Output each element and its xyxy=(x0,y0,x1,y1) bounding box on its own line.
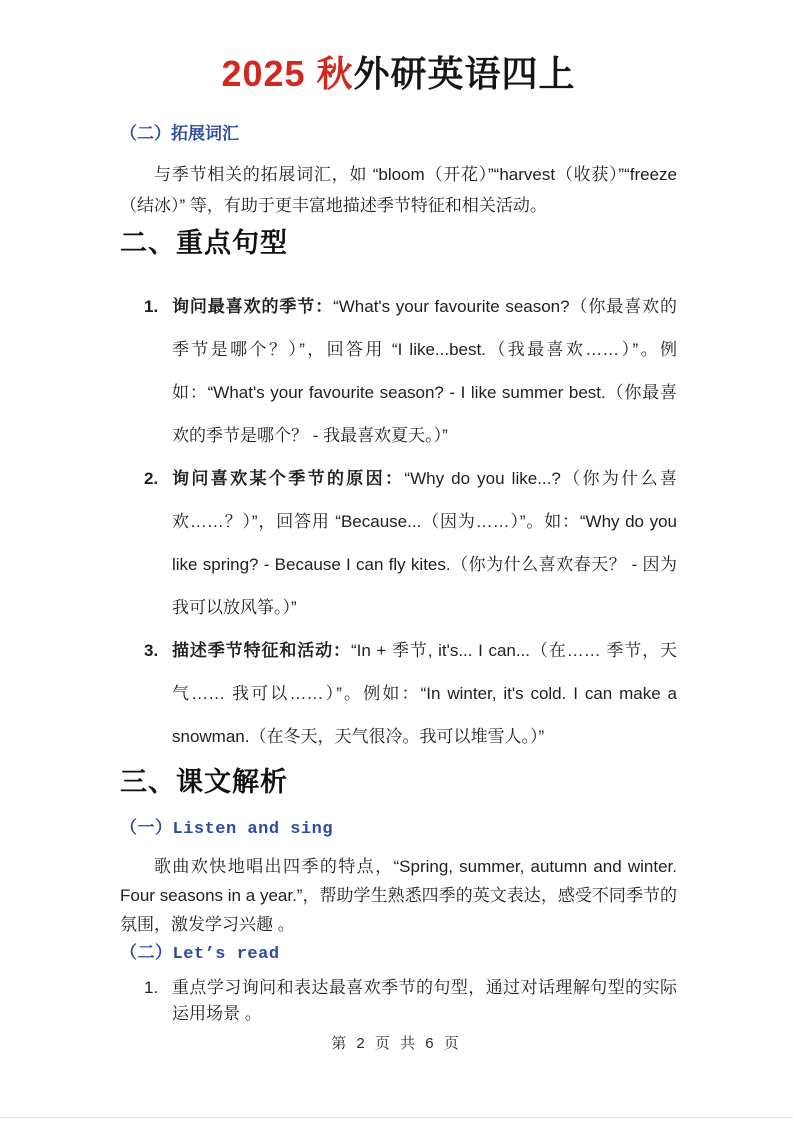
list-item-text: “What's your favourite season?（你最喜欢的季节是哪个？）”，回答用 “I like...best.（我最喜欢……）”。例如：“What's your favourite season? - I like summer best.（你最喜欢的季节是哪个？ - 我最喜欢夏天。）” xyxy=(172,297,677,445)
section-text-analysis-heading: 三、课文解析 xyxy=(120,767,288,797)
list-item-lead: 询问最喜欢的季节： xyxy=(172,297,334,316)
list-item-text: “Why do you like...?（你为什么喜欢……？）”，回答用 “Because...（因为……）”。如：“Why do you like spring? - Because I can fly kites.（你为什么喜欢春天？ - 因为我可以放风筝。）” xyxy=(172,469,678,617)
title-course-name: 外研英语四上 xyxy=(353,53,576,94)
list-item xyxy=(120,975,677,1027)
title-year-term: 2025 秋 xyxy=(221,53,354,94)
list-item-text: “In + 季节, it's... I can...（在…… 季节，天气…… 我可以……）”。例如：“In winter, it's cold. I can make a snowman.（在冬天，天气很冷。我可以堆雪人。）” xyxy=(172,641,678,746)
expanded-vocab-paragraph: 与季节相关的拓展词汇，如 “bloom（开花）”“harvest（收获）”“freeze（结冰）” 等，有助于更丰富地描述季节特征和相关活动。 xyxy=(120,165,677,215)
document-title xyxy=(120,52,677,96)
list-item-lead: 询问喜欢某个季节的原因： xyxy=(172,469,405,488)
list-item xyxy=(120,285,677,457)
key-sentences-list xyxy=(120,285,677,758)
subsection-lets-read-heading: （二）Let’s read xyxy=(120,945,280,964)
page-number: 第 2 页 共 6 页 xyxy=(331,1035,462,1052)
subsection-listen-and-sing-heading: （一）Listen and sing xyxy=(120,820,334,839)
list-item xyxy=(120,457,677,629)
list-item xyxy=(120,629,677,758)
list-item-number: 3. xyxy=(144,641,159,660)
list-item-lead: 描述季节特征和活动： xyxy=(172,641,351,660)
listen-and-sing-paragraph: 歌曲欢快地唱出四季的特点，“Spring, summer, autumn and winter. Four seasons in a year.”，帮助学生熟悉四季的英文表达，感受不同季节的氛围，激发学习兴趣 。 xyxy=(120,857,677,934)
section-key-sentences-heading: 二、重点句型 xyxy=(120,228,288,258)
subsection-expanded-vocab-heading: （二）拓展词汇 xyxy=(120,124,239,143)
list-item-number: 2. xyxy=(144,469,159,488)
list-item-number: 1. xyxy=(144,297,159,316)
lets-read-list xyxy=(120,975,677,1027)
list-item-number: 1. xyxy=(144,978,159,997)
list-item-text: 重点学习询问和表达最喜欢季节的句型，通过对话理解句型的实际运用场景 。 xyxy=(172,978,677,1023)
